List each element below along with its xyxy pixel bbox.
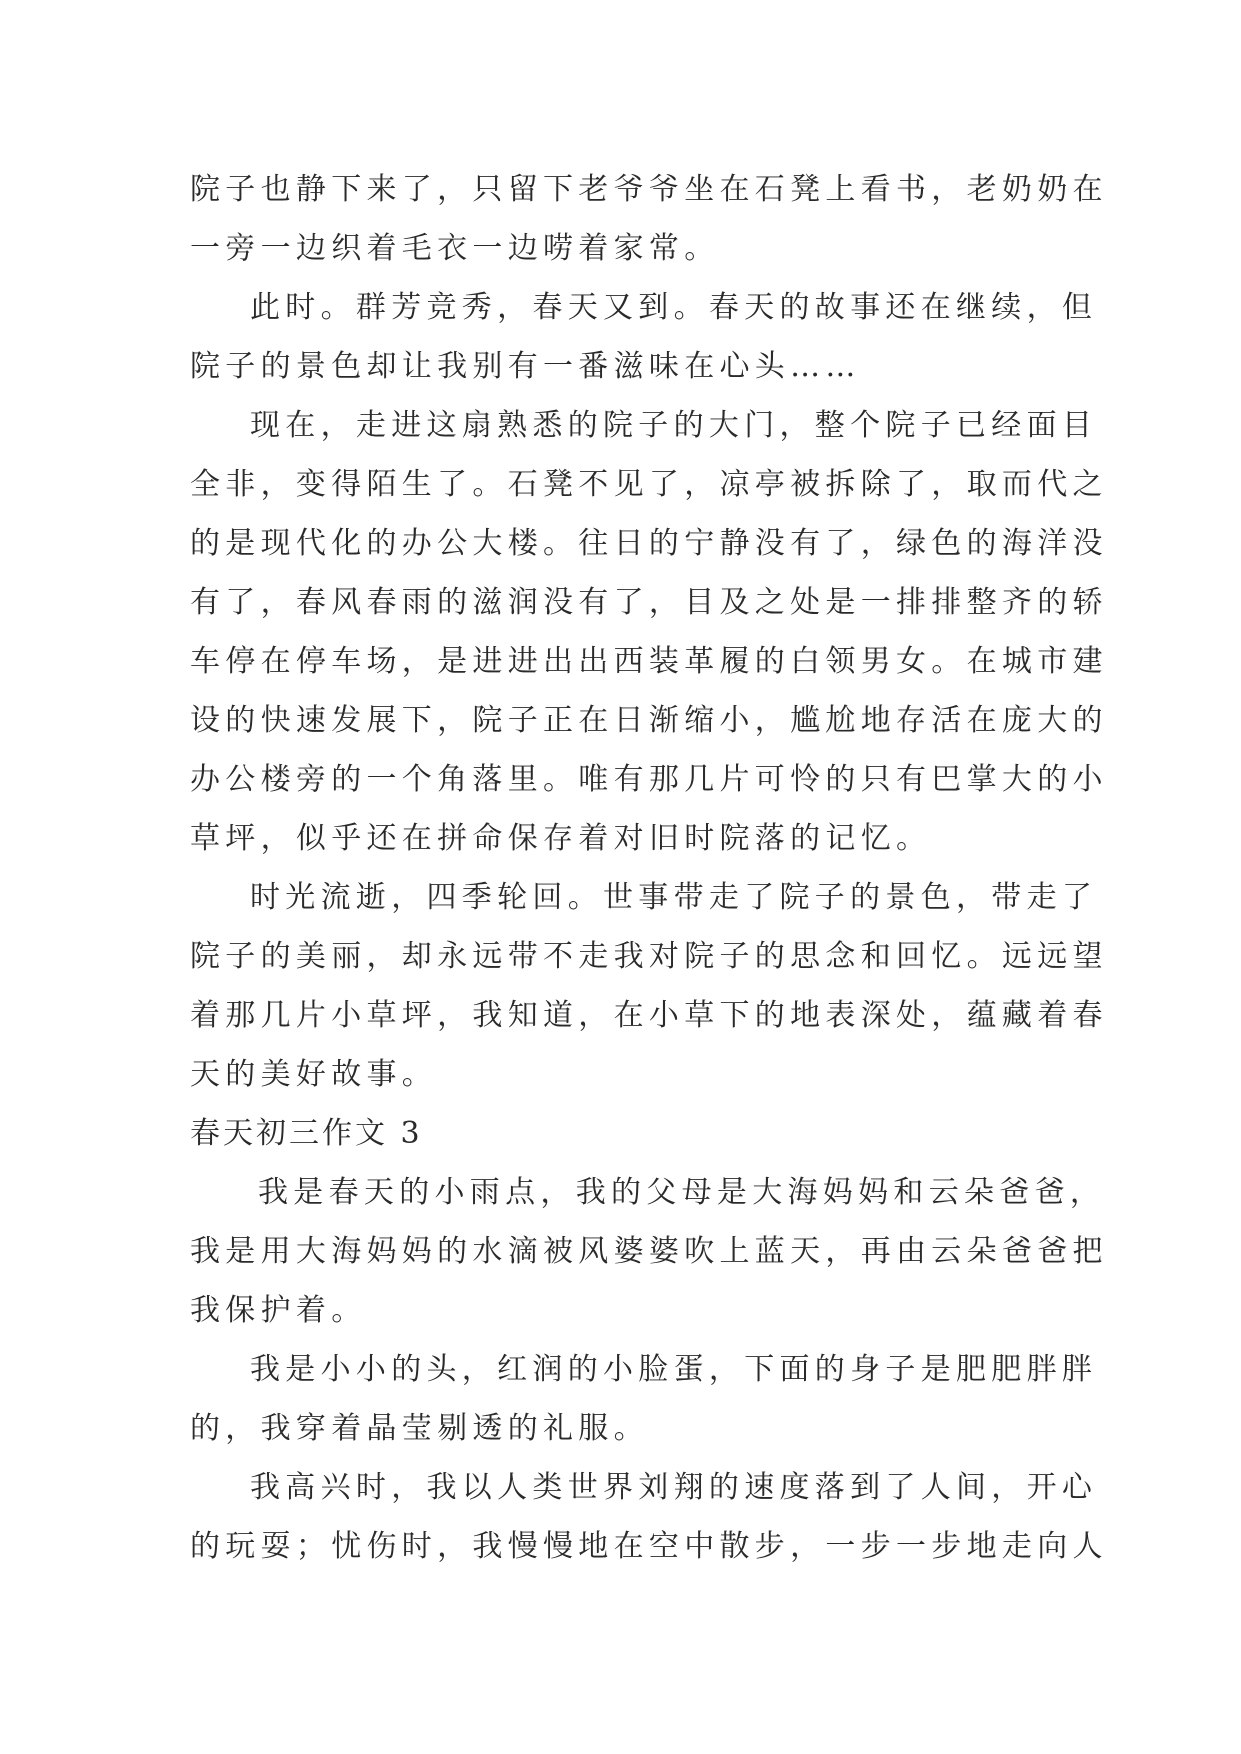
text-line: 设的快速发展下，院子正在日渐缩小，尴尬地存活在庞大的 (190, 703, 1108, 738)
section-heading: 春天初三作文 3 (190, 1116, 423, 1151)
text-line: 院子也静下来了，只留下老爷爷坐在石凳上看书，老奶奶在 (190, 172, 1108, 207)
text-line: 有了，春风春雨的滋润没有了，目及之处是一排排整齐的轿 (190, 585, 1108, 620)
text-line: 我是用大海妈妈的水滴被风婆婆吹上蓝天，再由云朵爸爸把 (190, 1234, 1108, 1269)
text-line: 草坪，似乎还在拼命保存着对旧时院落的记忆。 (190, 821, 932, 856)
text-line: 的，我穿着晶莹剔透的礼服。 (190, 1411, 649, 1446)
text-line: 车停在停车场，是进进出出西装革履的白领男女。在城市建 (190, 644, 1108, 679)
text-line: 办公楼旁的一个角落里。唯有那几片可怜的只有巴掌大的小 (190, 762, 1108, 797)
text-line: 一旁一边织着毛衣一边唠着家常。 (190, 231, 720, 266)
paragraph-start-line: 此时。群芳竞秀，春天又到。春天的故事还在继续，但 (250, 290, 1098, 325)
paragraph-start-line: 我高兴时，我以人类世界刘翔的速度落到了人间，开心 (250, 1470, 1098, 1505)
text-line: 我保护着。 (190, 1293, 367, 1328)
text-line: 全非，变得陌生了。石凳不见了，凉亭被拆除了，取而代之 (190, 467, 1108, 502)
text-line: 的玩耍；忧伤时，我慢慢地在空中散步，一步一步地走向人 (190, 1529, 1108, 1564)
text-line: 的是现代化的办公大楼。往日的宁静没有了，绿色的海洋没 (190, 526, 1108, 561)
document-body (190, 160, 1108, 1576)
paragraph-start-line: 现在，走进这扇熟悉的院子的大门，整个院子已经面目 (250, 408, 1098, 443)
text-line: 天的美好故事。 (190, 1057, 438, 1092)
text-line: 院子的景色却让我别有一番滋味在心头…… (190, 349, 861, 384)
text-line: 院子的美丽，却永远带不走我对院子的思念和回忆。远远望 (190, 939, 1108, 974)
paragraph-start-line: 我是春天的小雨点，我的父母是大海妈妈和云朵爸爸， (258, 1175, 1106, 1210)
text-line: 着那几片小草坪，我知道，在小草下的地表深处，蕴藏着春 (190, 998, 1108, 1033)
paragraph-start-line: 时光流逝，四季轮回。世事带走了院子的景色，带走了 (250, 880, 1098, 915)
paragraph-start-line: 我是小小的头，红润的小脸蛋，下面的身子是肥肥胖胖 (250, 1352, 1098, 1387)
